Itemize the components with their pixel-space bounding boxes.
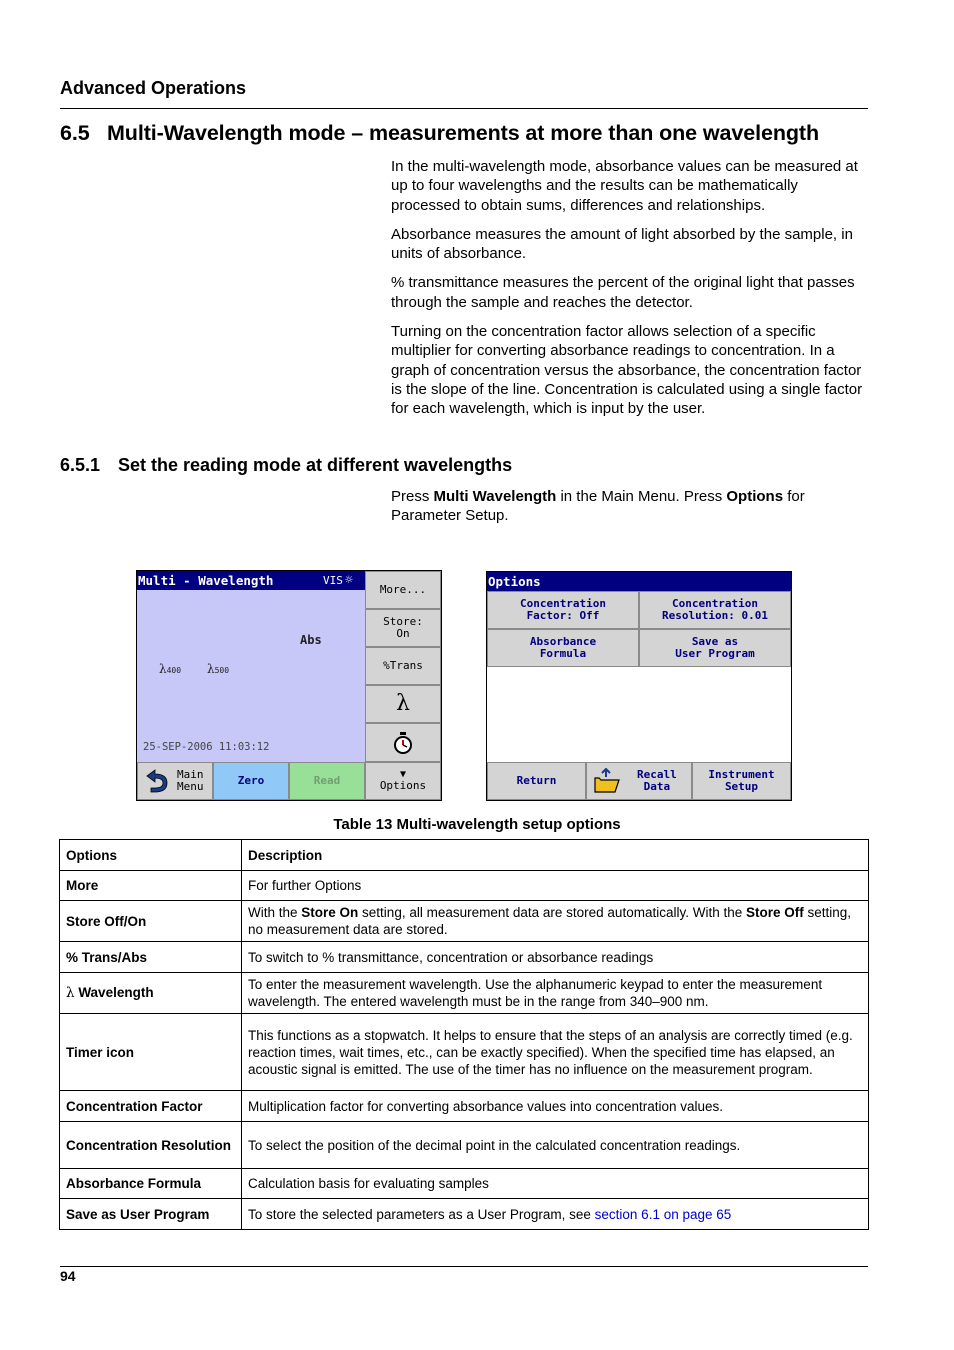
lambda-icon: λ <box>396 691 410 716</box>
description-cell: Calculation basis for evaluating samples <box>242 1169 869 1199</box>
lamp-icon: ☼ <box>345 573 353 588</box>
wavelength-1 <box>159 662 181 676</box>
paragraph: Absorbance measures the amount of light absorbed by the sample, in units of absorbance. <box>391 225 853 263</box>
subsection-number: 6.5.1 <box>60 455 101 475</box>
table-row <box>60 1014 869 1091</box>
table-row <box>60 871 869 901</box>
main-menu-button[interactable] <box>137 762 213 800</box>
zero-button[interactable]: Zero <box>213 762 289 800</box>
label-line: Setup <box>724 780 759 793</box>
concentration-resolution-button[interactable] <box>639 591 791 629</box>
description-cell <box>242 1199 869 1230</box>
triangle-down-icon: ▼ <box>399 769 407 780</box>
subsection-title: Set the reading mode at different wavelengths <box>118 455 513 475</box>
back-arrow-icon <box>141 768 171 794</box>
label-line: Menu <box>177 780 204 793</box>
store-button[interactable] <box>365 609 441 647</box>
label-line: Main <box>177 768 204 781</box>
absorbance-formula-button[interactable] <box>487 629 639 667</box>
header-cell: Description <box>242 840 869 871</box>
options-table <box>59 839 869 1230</box>
label-line: Factor: Off <box>526 609 600 622</box>
instruction-part: Press <box>391 488 434 505</box>
running-header: Advanced Operations <box>60 78 247 98</box>
options-screen <box>486 571 792 801</box>
lambda-symbol: λ <box>159 662 167 676</box>
table-header-row <box>60 840 869 871</box>
label-line: Concentration <box>671 597 759 610</box>
concentration-factor-button[interactable] <box>487 591 639 629</box>
table-caption: Table 13 Multi-wavelength setup options <box>333 816 621 833</box>
lambda-symbol: λ <box>207 662 215 676</box>
text-bold: Store Off <box>745 905 804 920</box>
label-line: Save as <box>691 635 739 648</box>
screen-title: Options <box>488 574 541 589</box>
option-cell: More <box>60 871 242 901</box>
main-menu-label <box>177 769 204 793</box>
description-cell <box>242 901 869 942</box>
label-line: Data <box>643 780 671 793</box>
lambda-symbol: λ <box>66 985 75 1001</box>
trans-abs-button[interactable]: %Trans <box>365 647 441 685</box>
instruction-part: for Parameter Setup. <box>391 488 805 525</box>
description-cell: For further Options <box>242 871 869 901</box>
option-cell: Concentration Factor <box>60 1091 242 1122</box>
intro-text <box>391 157 869 429</box>
vis-indicator: VIS <box>323 574 343 587</box>
table-row <box>60 1091 869 1122</box>
option-cell: Save as User Program <box>60 1199 242 1230</box>
screen-title: Multi - Wavelength <box>138 573 274 588</box>
option-label: Wavelength <box>74 985 154 1000</box>
option-cell <box>60 973 242 1014</box>
text-part: With the <box>248 905 302 920</box>
table-row <box>60 1199 869 1230</box>
more-button[interactable]: More... <box>365 571 441 609</box>
wavelength-value: 400 <box>166 666 182 675</box>
timer-icon <box>392 731 414 755</box>
wavelength-2 <box>207 662 229 676</box>
table-row <box>60 1122 869 1169</box>
wavelength-value: 500 <box>214 666 230 675</box>
recall-data-label <box>637 769 677 793</box>
text-bold: Store On <box>301 905 359 920</box>
table-row <box>60 901 869 942</box>
paragraph: In the multi-wavelength mode, absorbance values can be measured at up to four wavelengths and the results can be mathematically processed to obtain sums, differences and relationships. <box>391 158 858 214</box>
label-line: Recall <box>637 768 677 781</box>
options-button[interactable] <box>365 762 441 800</box>
option-cell: Store Off/On <box>60 901 242 942</box>
label-line: User Program <box>675 647 755 660</box>
label-line: Concentration <box>519 597 607 610</box>
description-cell: To enter the measurement wavelength. Use the alphanumeric keypad to enter the measurement wavelength. The entered wavelength must be in the range from 340–900 nm. <box>242 973 869 1014</box>
page-number: 94 <box>60 1268 76 1284</box>
label-line: Instrument <box>708 768 775 781</box>
header-rule <box>60 108 868 109</box>
instrument-setup-button[interactable] <box>692 762 791 800</box>
description-cell: This functions as a stopwatch. It helps to ensure that the steps of an analysis are correctly timed (e.g. reaction times, wait times, etc., can be exactly specified). When the specified time has elapsed, an acoustic signal is emitted. The use of the timer has no influence on the measurement program. <box>242 1014 869 1091</box>
description-cell: To switch to % transmittance, concentration or absorbance readings <box>242 942 869 973</box>
recall-data-button[interactable] <box>586 762 692 800</box>
option-cell: Absorbance Formula <box>60 1169 242 1199</box>
table-row <box>60 942 869 973</box>
paragraph: % transmittance measures the percent of the original light that passes through the sample and reaches the detector. <box>391 274 855 311</box>
store-state: On <box>396 627 410 640</box>
store-label: Store: <box>383 615 423 628</box>
section-heading <box>60 121 819 146</box>
section-link[interactable]: section 6.1 on page 65 <box>594 1206 732 1222</box>
text-part: setting, no measurement data are stored. <box>248 905 852 937</box>
timer-button[interactable] <box>365 723 441 762</box>
abs-unit-label: Abs <box>300 633 322 647</box>
return-button[interactable]: Return <box>487 762 586 800</box>
read-button[interactable]: Read <box>289 762 365 800</box>
description-cell: Multiplication factor for converting absorbance values into concentration values. <box>242 1091 869 1122</box>
paragraph: Turning on the concentration factor allows selection of a specific multiplier for converting absorbance readings to concentration. In a graph of concentration versus the absorbance, the concentration factor is the slope of the line. Concentration is calculated using a single factor for each wavelength, which is input by the user. <box>391 323 863 418</box>
section-title: Multi-Wavelength mode – measurements at more than one wavelength <box>107 121 820 145</box>
text-part: setting, all measurement data are stored automatically. With the <box>358 905 746 920</box>
multi-wavelength-screen <box>136 570 442 801</box>
label-line: Resolution: 0.01 <box>662 609 768 622</box>
text-part: To store the selected parameters as a User Program, see <box>248 1206 595 1222</box>
table-row <box>60 973 869 1014</box>
description-cell: To select the position of the decimal point in the calculated concentration readings. <box>242 1122 869 1169</box>
section-number: 6.5 <box>60 121 90 145</box>
options-label: Options <box>379 779 427 792</box>
label-line: Absorbance <box>529 635 597 648</box>
wavelength-button[interactable] <box>365 685 441 723</box>
option-cell: Concentration Resolution <box>60 1122 242 1169</box>
instruction-part: in the Main Menu. Press <box>556 488 727 505</box>
footer-rule <box>60 1266 868 1267</box>
title-bar <box>137 571 365 590</box>
header-cell: Options <box>60 840 242 871</box>
option-cell: Timer icon <box>60 1014 242 1091</box>
table-row <box>60 1169 869 1199</box>
subsection-heading <box>60 455 512 476</box>
instruction-bold: Multi Wavelength <box>433 488 557 505</box>
save-as-user-program-button[interactable] <box>639 629 791 667</box>
instruction-bold: Options <box>726 488 784 505</box>
instruction-text <box>391 487 869 526</box>
datetime: 25-SEP-2006 11:03:12 <box>143 741 270 753</box>
title-bar <box>487 572 791 591</box>
option-cell: % Trans/Abs <box>60 942 242 973</box>
folder-icon <box>593 768 621 794</box>
label-line: Formula <box>539 647 587 660</box>
